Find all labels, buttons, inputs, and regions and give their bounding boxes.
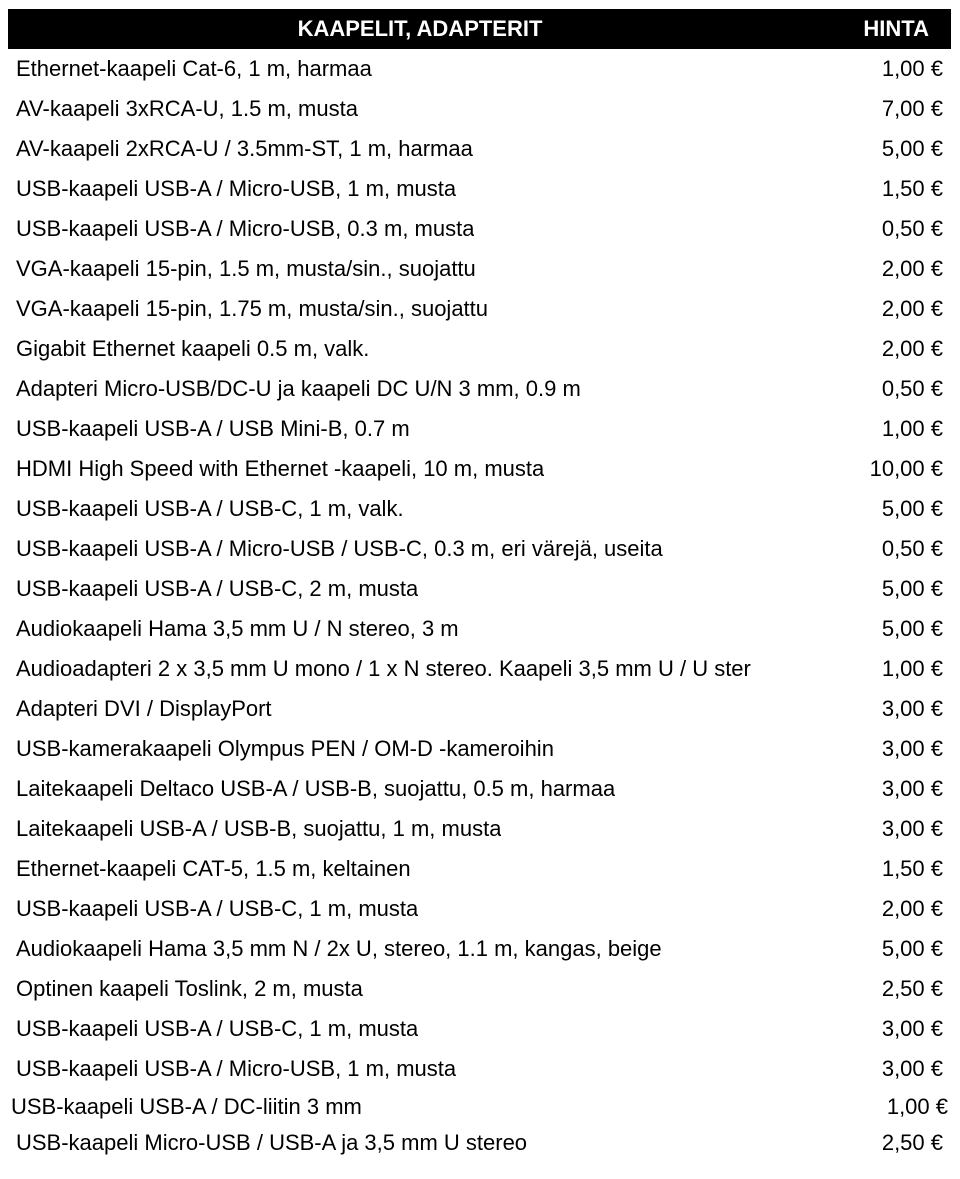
- product-price: 5,00 €: [881, 136, 943, 161]
- product-name: Audioadapteri 2 x 3,5 mm U mono / 1 x N stereo. Kaapeli 3,5 mm U / U ster: [16, 656, 751, 681]
- product-name: VGA-kaapeli 15-pin, 1.5 m, musta/sin., suojattu: [16, 256, 476, 281]
- product-price: 1,00 €: [886, 1094, 948, 1119]
- table-row: [8, 49, 951, 89]
- product-name: USB-kaapeli USB-A / USB-C, 1 m, musta: [16, 1016, 419, 1041]
- table-row: [8, 889, 951, 929]
- product-name: USB-kaapeli USB-A / DC-liitin 3 mm: [11, 1094, 362, 1119]
- product-price: 3,00 €: [881, 1056, 943, 1081]
- table-row: [8, 89, 951, 129]
- product-price: 5,00 €: [881, 936, 943, 961]
- product-price: 1,50 €: [881, 176, 943, 201]
- table-row: [8, 609, 951, 649]
- table-row: [8, 489, 951, 529]
- product-price: 2,50 €: [881, 1130, 943, 1155]
- table-row: [8, 1049, 951, 1089]
- product-name: Adapteri Micro-USB/DC-U ja kaapeli DC U/N 3 mm, 0.9 m: [16, 376, 581, 401]
- product-name: USB-kamerakaapeli Olympus PEN / OM-D -kameroihin: [16, 736, 554, 761]
- table-row: [8, 409, 951, 449]
- product-price: 0,50 €: [881, 376, 943, 401]
- price-column-title: HINTA: [863, 16, 929, 41]
- table-row: [8, 729, 951, 769]
- product-price: 0,50 €: [881, 216, 943, 241]
- product-price: 1,50 €: [881, 856, 943, 881]
- product-name: Adapteri DVI / DisplayPort: [16, 696, 272, 721]
- product-price: 0,50 €: [881, 536, 943, 561]
- product-price: 2,00 €: [881, 896, 943, 921]
- product-price: 5,00 €: [881, 576, 943, 601]
- product-name: USB-kaapeli USB-A / Micro-USB / USB-C, 0.3 m, eri värejä, useita: [16, 536, 663, 561]
- product-price: 1,00 €: [881, 416, 943, 441]
- product-name: Ethernet-kaapeli Cat-6, 1 m, harmaa: [16, 56, 372, 81]
- table-header: [8, 9, 951, 49]
- product-price: 2,00 €: [881, 256, 943, 281]
- category-title: KAAPELIT, ADAPTERIT: [297, 16, 543, 41]
- table-row: [8, 849, 951, 889]
- product-price: 3,00 €: [881, 816, 943, 841]
- product-name: VGA-kaapeli 15-pin, 1.75 m, musta/sin., suojattu: [16, 296, 489, 321]
- product-name: AV-kaapeli 2xRCA-U / 3.5mm-ST, 1 m, harmaa: [16, 136, 473, 161]
- table-row: [8, 1089, 951, 1124]
- product-name: Gigabit Ethernet kaapeli 0.5 m, valk.: [16, 336, 370, 361]
- product-price: 3,00 €: [881, 1016, 943, 1041]
- product-name: USB-kaapeli USB-A / USB-C, 1 m, musta: [16, 896, 419, 921]
- product-price: 7,00 €: [881, 96, 943, 121]
- table-row: [8, 929, 951, 969]
- product-price: 10,00 €: [869, 456, 943, 481]
- table-row: [8, 769, 951, 809]
- table-row: [8, 809, 951, 849]
- table-row: [8, 969, 951, 1009]
- table-row: [8, 369, 951, 409]
- product-price: 2,00 €: [881, 336, 943, 361]
- product-price: 5,00 €: [881, 616, 943, 641]
- product-price: 1,00 €: [881, 656, 943, 681]
- product-name: USB-kaapeli USB-A / Micro-USB, 1 m, musta: [16, 176, 457, 201]
- product-name: AV-kaapeli 3xRCA-U, 1.5 m, musta: [16, 96, 358, 121]
- table-row: [8, 1009, 951, 1049]
- product-price: 3,00 €: [881, 736, 943, 761]
- table-row: [8, 449, 951, 489]
- product-name: USB-kaapeli USB-A / USB-C, 2 m, musta: [16, 576, 419, 601]
- table-row: [8, 169, 951, 209]
- product-name: USB-kaapeli USB-A / Micro-USB, 1 m, musta: [16, 1056, 457, 1081]
- price-list-sheet: [8, 9, 951, 1162]
- table-row: [8, 249, 951, 289]
- product-price: 1,00 €: [881, 56, 943, 81]
- table-row: [8, 209, 951, 249]
- product-name: Laitekaapeli USB-A / USB-B, suojattu, 1 m, musta: [16, 816, 502, 841]
- product-price: 2,50 €: [881, 976, 943, 1001]
- product-name: USB-kaapeli USB-A / USB Mini-B, 0.7 m: [16, 416, 410, 441]
- table-row: [8, 569, 951, 609]
- product-price: 3,00 €: [881, 776, 943, 801]
- product-price: 5,00 €: [881, 496, 943, 521]
- table-row: [8, 529, 951, 569]
- product-name: Audiokaapeli Hama 3,5 mm U / N stereo, 3 m: [16, 616, 459, 641]
- product-name: USB-kaapeli Micro-USB / USB-A ja 3,5 mm U stereo: [16, 1130, 528, 1155]
- product-name: USB-kaapeli USB-A / USB-C, 1 m, valk.: [16, 496, 404, 521]
- product-name: HDMI High Speed with Ethernet -kaapeli, 10 m, musta: [16, 456, 545, 481]
- product-price: 3,00 €: [881, 696, 943, 721]
- table-row: [8, 1124, 951, 1162]
- table-row: [8, 649, 951, 689]
- product-price: 2,00 €: [881, 296, 943, 321]
- table-row: [8, 329, 951, 369]
- product-name: Laitekaapeli Deltaco USB-A / USB-B, suojattu, 0.5 m, harmaa: [16, 776, 616, 801]
- product-name: Optinen kaapeli Toslink, 2 m, musta: [16, 976, 363, 1001]
- product-name: USB-kaapeli USB-A / Micro-USB, 0.3 m, musta: [16, 216, 475, 241]
- table-row: [8, 129, 951, 169]
- product-list: [8, 49, 951, 1162]
- table-row: [8, 289, 951, 329]
- product-name: Audiokaapeli Hama 3,5 mm N / 2x U, stereo, 1.1 m, kangas, beige: [16, 936, 662, 961]
- product-name: Ethernet-kaapeli CAT-5, 1.5 m, keltainen: [16, 856, 411, 881]
- table-row: [8, 689, 951, 729]
